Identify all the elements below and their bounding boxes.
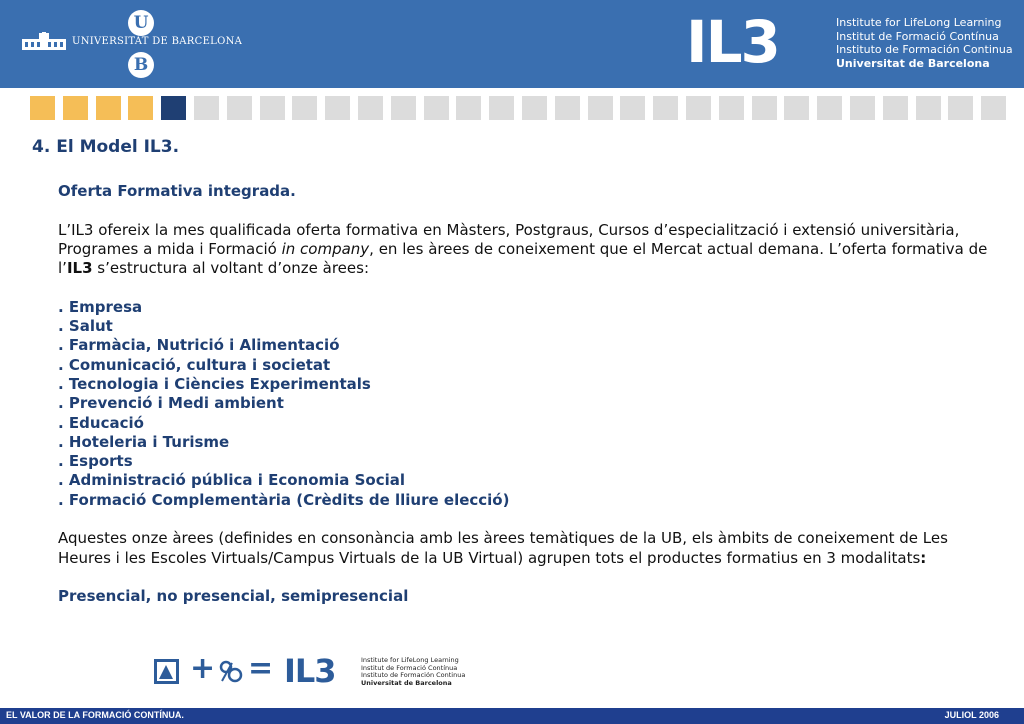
- list-item: . Educació: [58, 413, 144, 432]
- progress-square: [719, 96, 744, 120]
- progress-square: [391, 96, 416, 120]
- list-item: . Comunicació, cultura i societat: [58, 355, 331, 374]
- progress-square: [752, 96, 777, 120]
- footer-right-text: JULIOL 2006: [944, 710, 999, 720]
- il3-line: Universitat de Barcelona: [836, 56, 990, 70]
- progress-square: [358, 96, 383, 120]
- progress-square: [456, 96, 481, 120]
- intro-italic: in company: [281, 239, 370, 258]
- progress-square: [194, 96, 219, 120]
- progress-square: [522, 96, 547, 120]
- ub-building-icon: [22, 32, 66, 50]
- progress-square: [850, 96, 875, 120]
- list-item: . Salut: [58, 317, 113, 336]
- progress-square: [916, 96, 941, 120]
- footer-bar: [0, 708, 1024, 724]
- slide-content: [58, 182, 988, 607]
- intro-paragraph: L’IL3 ofereix la mes qualificada oferta formativa en Màsters, Postgraus, Cursos d’especialització i extensió universitària, Programes a mida i Formació in company, en les àrees de coneixement que el Mercat actual demana. L’oferta formativa de l’IL3 s’estructura al voltant d’onze àrees:: [58, 220, 988, 278]
- list-item: . Esports: [58, 452, 133, 471]
- progress-square: [653, 96, 678, 120]
- ub-square-logo-icon: [154, 659, 179, 684]
- ub-logo: [18, 8, 243, 80]
- formula-institute-names: [361, 657, 465, 687]
- progress-square: [883, 96, 908, 120]
- progress-square: [620, 96, 645, 120]
- progress-square: [96, 96, 121, 120]
- equals-sign: =: [248, 651, 274, 686]
- progress-square: [30, 96, 55, 120]
- plus-sign: +: [190, 651, 216, 686]
- list-item: . Hoteleria i Turisme: [58, 432, 230, 451]
- progress-square: [325, 96, 350, 120]
- list-item: . Prevenció i Medi ambient: [58, 394, 284, 413]
- progress-square: [63, 96, 88, 120]
- formula-il3-text: IL3: [284, 652, 336, 690]
- progress-square: [948, 96, 973, 120]
- formula-line: Instituto de Formación Continua: [361, 671, 466, 679]
- il3-logo-text: IL3: [686, 8, 779, 76]
- slide-title: 4. El Model IL3.: [32, 137, 180, 157]
- progress-square: [555, 96, 580, 120]
- intro-bold: IL3: [66, 259, 93, 278]
- progress-square: [981, 96, 1006, 120]
- progress-square: [817, 96, 842, 120]
- formula-line: Universitat de Barcelona: [361, 678, 452, 687]
- modalities-list: Presencial, no presencial, semipresencial: [58, 587, 409, 606]
- formula-line: Institut de Formació Contínua: [361, 663, 458, 672]
- progress-square: [489, 96, 514, 120]
- list-item: . Administració pública i Economia Social: [58, 471, 406, 490]
- ub-letter-u: U: [128, 10, 154, 36]
- il3-line: Institut de Formació Contínua: [836, 29, 999, 43]
- progress-square: [424, 96, 449, 120]
- progress-square: [686, 96, 711, 120]
- il3-line: Instituto de Formación Continua: [836, 43, 1013, 56]
- ub-letter-b: B: [128, 52, 154, 78]
- progress-square: [784, 96, 809, 120]
- areas-list: [58, 298, 988, 510]
- formula-line: Institute for LifeLong Learning: [361, 656, 459, 664]
- list-item: . Tecnologia i Ciències Experimentals: [58, 374, 371, 393]
- ub-name: UNIVERSITAT DE BARCELONA: [72, 36, 243, 47]
- progress-square: [588, 96, 613, 120]
- progress-square: [227, 96, 252, 120]
- header-banner: [0, 0, 1024, 88]
- progress-square: [292, 96, 317, 120]
- formula-graphic: [154, 651, 466, 690]
- progress-square: [128, 96, 153, 120]
- progress-square: [260, 96, 285, 120]
- slide-subtitle: Oferta Formativa integrada.: [58, 182, 296, 200]
- progress-square: [161, 96, 186, 120]
- footer-left-text: EL VALOR DE LA FORMACIÓ CONTÍNUA.: [6, 710, 184, 720]
- modalities-paragraph: Aquestes onze àrees (definides en consonància amb les àrees temàtiques de la UB, els àmbits de coneixement de Les Heures i les Escoles Virtuals/Campus Virtuals de la UB Virtual) agrupen tots el productes formatius en 3 modalitats:: [58, 529, 948, 567]
- il3-institute-names: [836, 16, 1013, 70]
- list-item: . Empresa: [58, 297, 143, 316]
- virtual-logo-icon: [218, 659, 243, 684]
- il3-line: Institute for LifeLong Learning: [836, 16, 1002, 29]
- list-item: . Formació Complementària (Crèdits de lliure elecció): [58, 490, 510, 509]
- list-item: . Farmàcia, Nutrició i Alimentació: [58, 336, 340, 355]
